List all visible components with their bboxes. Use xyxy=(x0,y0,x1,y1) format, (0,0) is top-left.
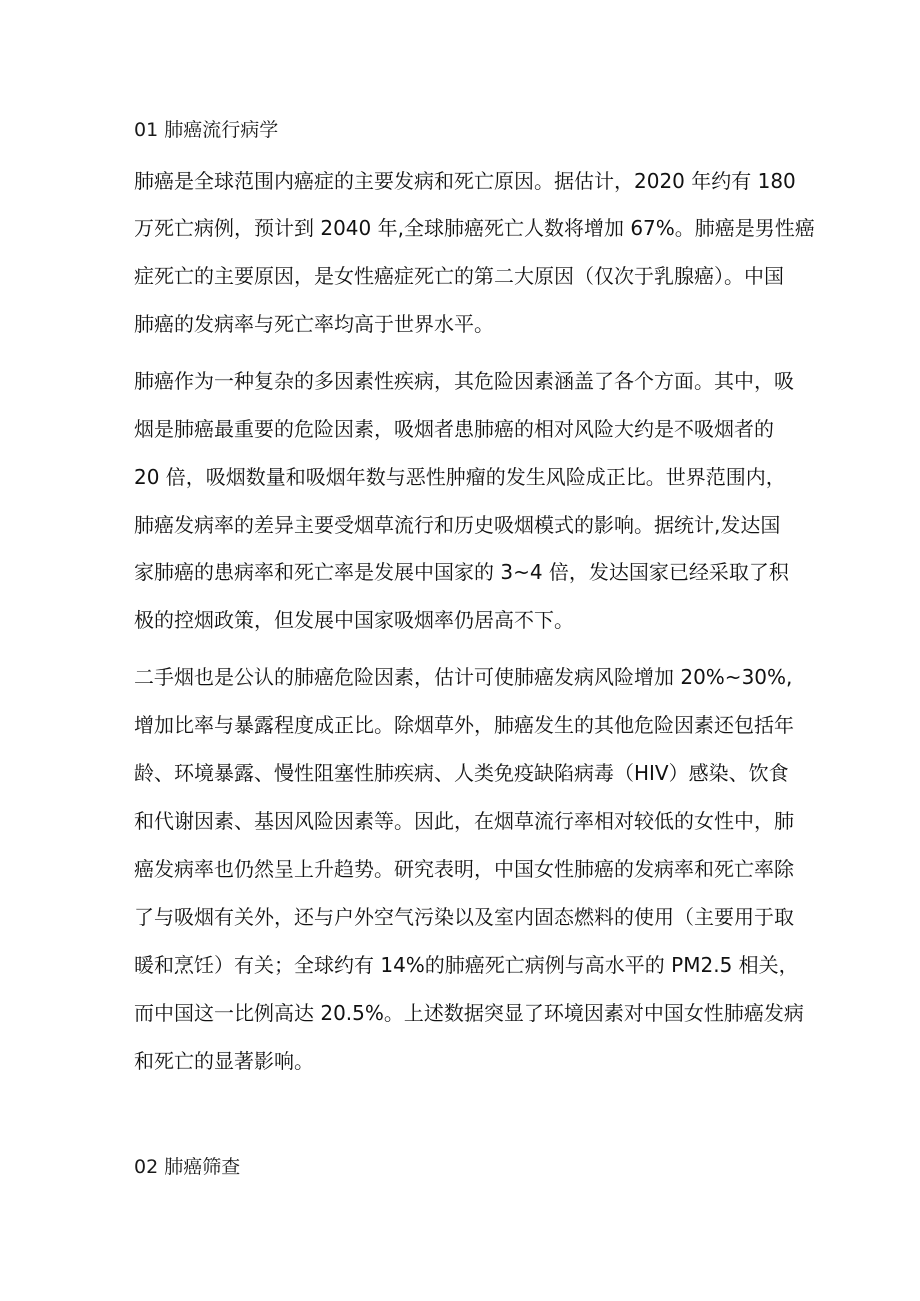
paragraph-line: 增加比率与暴露程度成正比。除烟草外，肺癌发生的其他危险因素还包括年 xyxy=(134,713,794,737)
paragraph-line: 暖和烹饪）有关；全球约有 14%的肺癌死亡病例与高水平的 PM2.5 相关， xyxy=(134,953,799,977)
paragraph-line: 而中国这一比例高达 20.5%。上述数据突显了环境因素对中国女性肺癌发病 xyxy=(134,1001,804,1025)
paragraph-line: 和死亡的显著影响。 xyxy=(134,1049,314,1073)
paragraph-line: 肺癌的发病率与死亡率均高于世界水平。 xyxy=(134,312,494,336)
paragraph-line: 肺癌是全球范围内癌症的主要发病和死亡原因。据估计，2020 年约有 180 xyxy=(134,169,796,193)
paragraph-line: 癌发病率也仍然呈上升趋势。研究表明，中国女性肺癌的发病率和死亡率除 xyxy=(134,857,794,881)
paragraph-line: 和代谢因素、基因风险因素等。因此，在烟草流行率相对较低的女性中，肺 xyxy=(134,809,794,833)
paragraph-line: 了与吸烟有关外，还与户外空气污染以及室内固态燃料的使用（主要用于取 xyxy=(134,905,794,929)
paragraph-line: 二手烟也是公认的肺癌危险因素，估计可使肺癌发病风险增加 20%~30%, xyxy=(134,665,793,689)
paragraph-line: 症死亡的主要原因，是女性癌症死亡的第二大原因（仅次于乳腺癌）。中国 xyxy=(134,264,784,288)
paragraph-line: 极的控烟政策，但发展中国家吸烟率仍居高不下。 xyxy=(134,608,574,632)
paragraph-line: 烟是肺癌最重要的危险因素，吸烟者患肺癌的相对风险大约是不吸烟者的 xyxy=(134,417,774,441)
section-heading-screening: 02 肺癌筛查 xyxy=(134,1156,241,1178)
section-heading-epidemiology: 01 肺癌流行病学 xyxy=(134,119,279,141)
paragraph-line: 20 倍，吸烟数量和吸烟年数与恶性肿瘤的发生风险成正比。世界范围内， xyxy=(134,465,786,489)
paragraph-line: 肺癌发病率的差异主要受烟草流行和历史吸烟模式的影响。据统计,发达国 xyxy=(134,513,781,537)
paragraph-line: 家肺癌的患病率和死亡率是发展中国家的 3~4 倍，发达国家已经采取了积 xyxy=(134,560,789,584)
paragraph-line: 肺癌作为一种复杂的多因素性疾病，其危险因素涵盖了各个方面。其中，吸 xyxy=(134,369,794,393)
paragraph-line: 龄、环境暴露、慢性阻塞性肺疾病、人类免疫缺陷病毒（HIV）感染、饮食 xyxy=(134,761,789,785)
paragraph-line: 万死亡病例，预计到 2040 年,全球肺癌死亡人数将增加 67%。肺癌是男性癌 xyxy=(134,216,815,240)
